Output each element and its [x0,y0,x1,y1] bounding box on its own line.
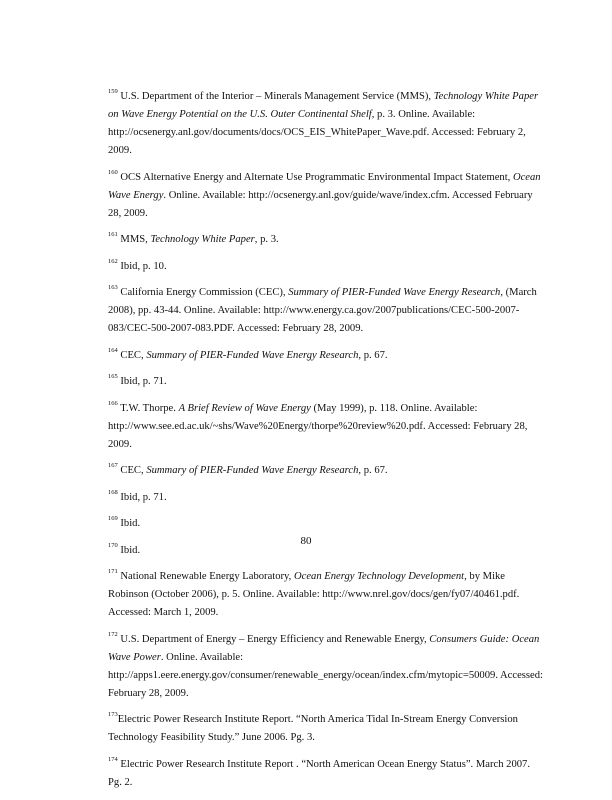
footnote-title: Summary of PIER-Funded Wave Energy Research, [288,287,503,298]
footnote-number: 159 [108,88,118,95]
footnote [108,400,544,454]
footnote-text: CEC, [117,465,147,476]
footnote-text: T.W. Thorpe. [117,402,179,414]
footnote-number: 172 [108,630,118,638]
footnote [108,88,544,160]
footnote-text: MMS, [117,234,151,245]
footnote-number: 160 [108,168,118,176]
footnote-text: Ibid, p. 71. [117,491,167,503]
footnote [108,284,544,338]
footnote-number: 164 [108,346,118,354]
footnote-text: U.S. Department of the Interior – Minerals Management Service (MMS), [117,91,434,102]
footnote [108,258,544,276]
footnote [108,231,544,249]
footnote-text: Ibid. [117,518,141,529]
footnote-text: National Renewable Energy Laboratory, [117,571,294,582]
footnote [108,568,544,622]
footnote-text: , p. 67. [358,465,388,476]
footnote-title: Summary of PIER-Funded Wave Energy Research [146,465,359,476]
footnote-text: OCS Alternative Energy and Alternate Use Programmatic Environmental Impact Statement, [117,171,513,183]
footnote [108,347,544,365]
footnote-number: 165 [108,373,118,380]
footnote-title: Ocean Energy Technology Development [293,571,465,582]
footnote-number: 168 [108,488,118,496]
footnote-number: 167 [108,462,118,469]
footnote-text: Ibid. [117,544,141,556]
footnote-text: , p. 3. [254,234,279,245]
footnote [108,169,544,223]
footnote-title: Ocean Wave Energy [108,171,541,201]
footnote-number: 171 [108,568,118,575]
footnote-text: , by Mike Robinson (October 2006), p. 5. Online. Available: http://www.nrel.gov/docs/gen/fy07/40461.pdf. Accessed: March 1, 2009. [108,571,520,618]
footnote-title: Technology White Paper [150,234,255,245]
footnote [108,489,544,507]
footnotes-list [108,88,544,800]
footnote-text: Electric Power Research Institute Report. “North America Tidal In-Stream Energy Conversion Technology Feasibility Study.” June 2006. Pg. 3. [108,714,518,743]
footnote-text: U.S. Department of Energy – Energy Efficiency and Renewable Energy, [117,633,430,645]
footnote-number: 173 [108,711,118,718]
footnote-text: CEC, [117,349,147,361]
footnote-number: 163 [108,284,118,291]
footnote-text: p. 67. [361,349,388,361]
footnote-title: Summary of PIER-Funded Wave Energy Research, [146,349,362,361]
footnote-title: Consumers Guide: Ocean Wave Power [108,633,540,663]
footnote-text: Ibid, p. 71. [117,376,167,387]
footnote-text: (March 2008), pp. 43-44. Online. Available: http://www.energy.ca.gov/2007publications/CEC-500-2007-083/CEC-500-2007-083.PDF. Accessed: February 28, 2009. [108,287,537,334]
page-number: 80 [300,535,312,547]
footnote-title: A Brief Review of Wave Energy [178,402,311,414]
footnote-text: . Online. Available: http://ocsenergy.anl.gov/guide/wave/index.cfm. Accessed February 28, 2009. [108,189,533,219]
footnote-number: 174 [108,755,118,763]
footnote [108,462,544,480]
footnote-text: , p. 3. Online. Available: http://ocsenergy.anl.gov/documents/docs/OCS_EIS_WhitePaper_Wave.pdf. Accessed: February 2, 2009. [108,109,526,156]
footnote-number: 161 [108,231,118,238]
footnote [108,515,544,533]
footnote-number: 162 [108,257,118,265]
footnote-number: 169 [108,515,118,522]
footnote-text: California Energy Commission (CEC), [117,287,289,298]
footnote-text: Electric Power Research Institute Report . “North American Ocean Energy Status”. March 2007. Pg. 2. [108,758,530,788]
footnote [108,373,544,391]
footnote [108,711,544,747]
footnote-number: 166 [108,399,118,407]
footnote-number: 170 [108,541,118,549]
footnote-text: (May 1999), p. 118. Online. Available: http://www.see.ed.ac.uk/~shs/Wave%20Energy/thorpe%20review%20.pdf. Accessed: February 28, 2009. [108,402,528,450]
footnote [108,631,544,703]
footnote [108,756,544,792]
footnote-text: . Online. Available: http://apps1.eere.energy.gov/consumer/renewable_energy/ocean/index.cfm/mytopic=50009. Accessed: February 28, 2009. [108,651,543,699]
footnote-title: Technology White Paper on Wave Energy Potential on the U.S. Outer Continental Shelf [108,91,539,120]
footnote-text: Ibid, p. 10. [117,260,167,272]
